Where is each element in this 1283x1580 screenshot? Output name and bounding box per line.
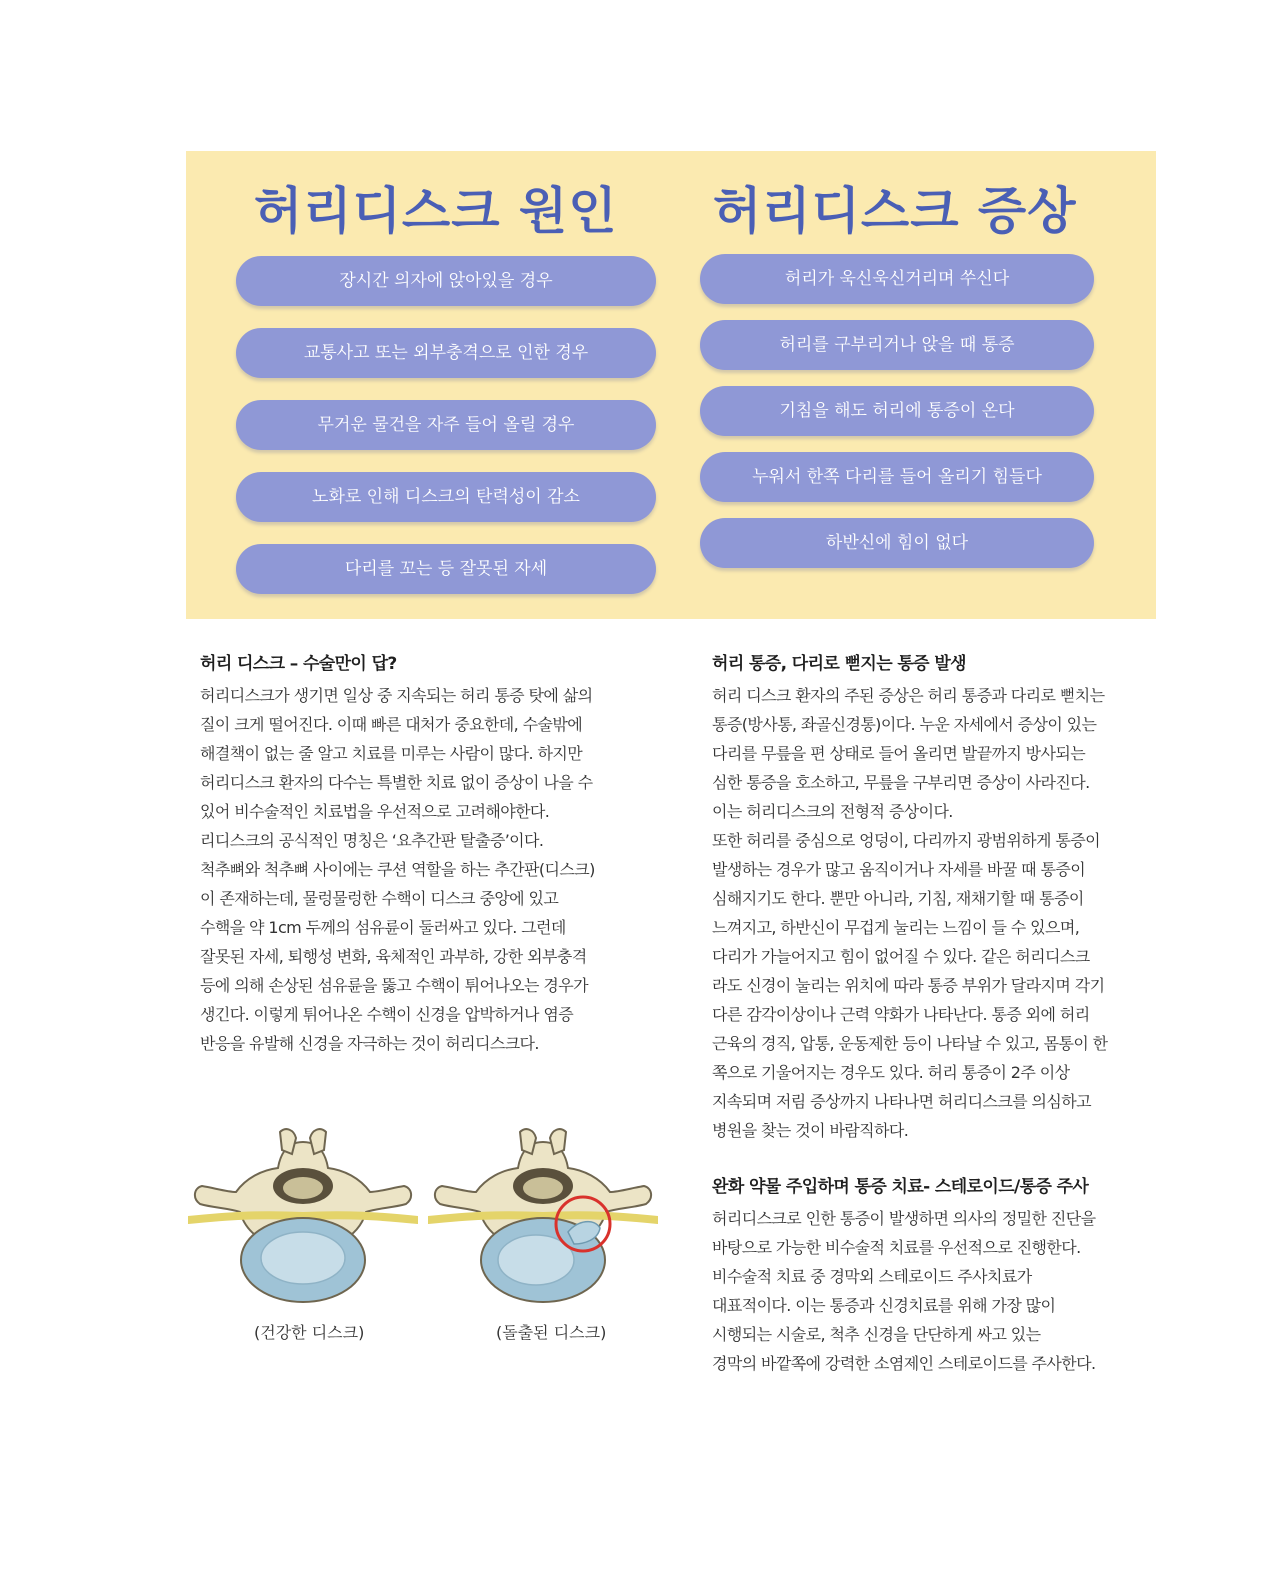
causes-symptoms-banner: [186, 151, 1156, 619]
cause-list: [236, 256, 656, 616]
symptoms-heading: 허리 통증, 다리로 뻗지는 통증 발생: [712, 654, 966, 674]
symptoms-section: [712, 651, 1164, 1145]
symptom-pill: 허리를 구부리거나 앉을 때 통증: [700, 320, 1094, 370]
treatment-body: 허리디스크로 인한 통증이 발생하면 의사의 정밀한 진단을 바탕으로 가능한 비수술적 치료를 우선적으로 진행한다. 비수술적 치료 중 경막외 스테로이드 주사치료가 대표적이다. 이는 통증과 신경치료를 위해 가장 많이 시행되는 시술로, 척추 신경을 단단하게 싸고 있는 경막의 바깥쪽에 강력한 소염제인 스테로이드를 주사한다.: [712, 1209, 1096, 1373]
cause-pill: 교통사고 또는 외부충격으로 인한 경우: [236, 328, 656, 378]
symptom-pill: 허리가 욱신욱신거리며 쑤신다: [700, 254, 1094, 304]
cause-title: 허리디스크 원인: [254, 182, 618, 240]
herniated-disc-illustration: [428, 1120, 658, 1310]
herniated-disc-caption: (돌출된 디스크): [496, 1323, 607, 1342]
cause-pill: 다리를 꼬는 등 잘못된 자세: [236, 544, 656, 594]
surgery-section: [200, 651, 652, 1058]
symptom-title: 허리디스크 증상: [713, 182, 1077, 240]
symptom-pill: 누워서 한쪽 다리를 들어 올리기 힘들다: [700, 452, 1094, 502]
surgery-heading: 허리 디스크 – 수술만이 답?: [200, 654, 397, 674]
healthy-disc-caption: (건강한 디스크): [254, 1323, 365, 1342]
treatment-section: [712, 1174, 1164, 1378]
symptom-list: [700, 254, 1094, 584]
cause-pill: 무거운 물건을 자주 들어 올릴 경우: [236, 400, 656, 450]
symptom-pill: 기침을 해도 허리에 통증이 온다: [700, 386, 1094, 436]
cause-pill: 장시간 의자에 앉아있을 경우: [236, 256, 656, 306]
cause-pill: 노화로 인해 디스크의 탄력성이 감소: [236, 472, 656, 522]
healthy-disc-illustration: [188, 1120, 418, 1310]
symptoms-body: 허리 디스크 환자의 주된 증상은 허리 통증과 다리로 뻗치는 통증(방사통, 좌골신경통)이다. 누운 자세에서 증상이 있는 다리를 무릎을 편 상태로 들어 올리면 발끝까지 방사되는 심한 통증을 호소하고, 무릎을 구부리면 증상이 사라진다. 이는 허리디스크의 전형적 증상이다. 또한 허리를 중심으로 엉덩이, 다리까지 광범위하게 통증이 발생하는 경우가 많고 움직이거나 자세를 바꿀 때 통증이 심해지기도 한다. 뿐만 아니라, 기침, 재채기할 때 통증이 느껴지고, 하반신이 무겁게 눌리는 느낌이 들 수 있으며, 다리가 가늘어지고 힘이 없어질 수 있다. 같은 허리디스크 라도 신경이 눌리는 위치에 따라 통증 부위가 달라지며 각기 다른 감각이상이나 근력 약화가 나타난다. 통증 외에 허리 근육의 경직, 압통, 운동제한 등이 나타날 수 있고, 몸통이 한 쪽으로 기울어지는 경우도 있다. 허리 통증이 2주 이상 지속되며 저림 증상까지 나타나면 허리디스크를 의심하고 병원을 찾는 것이 바람직하다.: [712, 686, 1108, 1140]
surgery-body: 허리디스크가 생기면 일상 중 지속되는 허리 통증 탓에 삶의 질이 크게 떨어진다. 이때 빠른 대처가 중요한데, 수술밖에 해결책이 없는 줄 알고 치료를 미루는 사람이 많다. 하지만 허리디스크 환자의 다수는 특별한 치료 없이 증상이 나을 수 있어 비수술적인 치료법을 우선적으로 고려해야한다. 리디스크의 공식적인 명칭은 ‘요추간판 탈출증’이다. 척추뼈와 척추뼈 사이에는 쿠션 역할을 하는 추간판(디스크) 이 존재하는데, 물렁물렁한 수핵이 디스크 중앙에 있고 수핵을 약 1cm 두께의 섬유륜이 둘러싸고 있다. 그런데 잘못된 자세, 퇴행성 변화, 육체적인 과부하, 강한 외부충격 등에 의해 손상된 섬유륜을 뚫고 수핵이 튀어나오는 경우가 생긴다. 이렇게 튀어나온 수핵이 신경을 압박하거나 염증 반응을 유발해 신경을 자극하는 것이 허리디스크다.: [200, 686, 595, 1053]
treatment-heading: 완화 약물 주입하며 통증 치료- 스테로이드/통증 주사: [712, 1177, 1089, 1197]
symptom-pill: 하반신에 힘이 없다: [700, 518, 1094, 568]
